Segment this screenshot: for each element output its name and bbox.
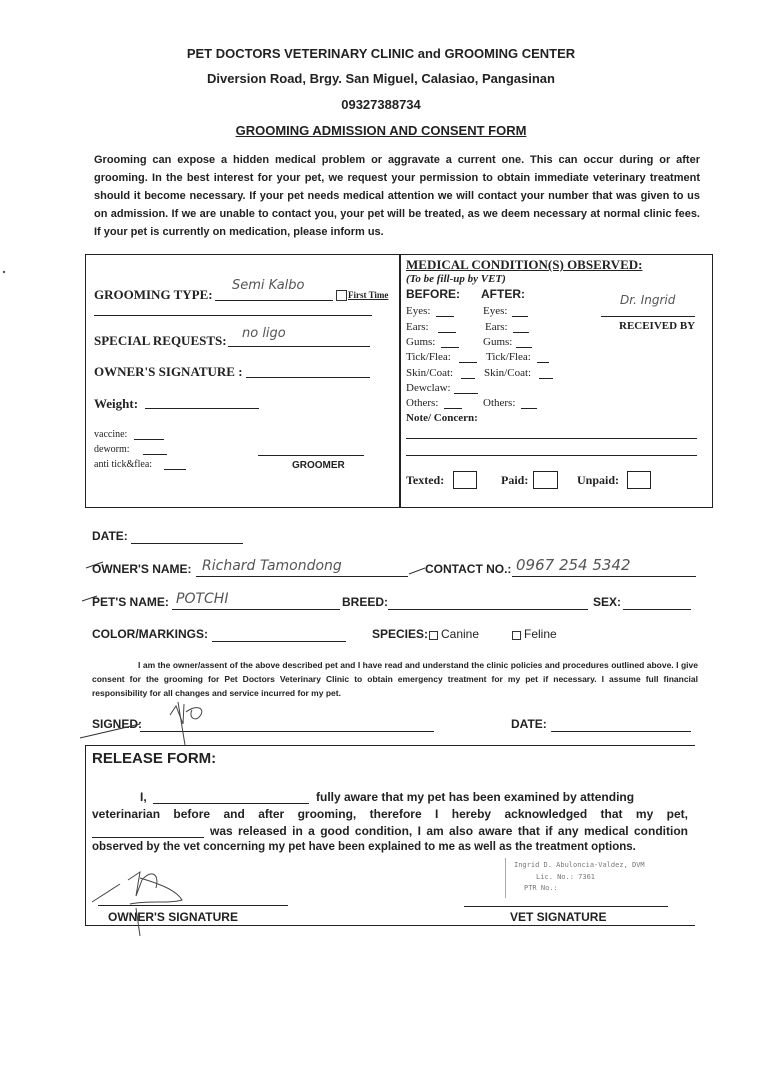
clinic-address: Diversion Road, Brgy. San Miguel, Calasiao, Pangasinan: [207, 71, 555, 86]
after-label: AFTER:: [481, 287, 525, 301]
paid-label: Paid:: [501, 473, 529, 487]
after-row: Tick/Flea:: [486, 351, 531, 363]
groomer-label: GROOMER: [292, 460, 345, 471]
after-row: Eyes:: [483, 305, 508, 317]
anti-tick-label: anti tick&flea:: [94, 459, 153, 470]
special-requests-label: SPECIAL REQUESTS:: [94, 333, 227, 348]
weight-label: Weight:: [94, 396, 139, 411]
before-row: Gums:: [406, 336, 436, 348]
first-time-label: First Time: [348, 290, 389, 300]
texted-label: Texted:: [406, 473, 445, 487]
release-line3: was released in a good condition, I am also aware that if any medical condition: [210, 824, 688, 838]
medical-title: MEDICAL CONDITION(S) OBSERVED:: [406, 257, 643, 272]
pen-mark-pet: [82, 596, 97, 601]
after-row: Ears:: [485, 321, 508, 333]
before-row: Ears:: [406, 321, 429, 333]
grooming-type-value[interactable]: Semi Kalbo: [232, 278, 305, 293]
medical-subtitle: (To be fill-up by VET): [406, 273, 506, 285]
received-by-value[interactable]: Dr. Ingrid: [620, 293, 676, 307]
owner-signature-release-label: OWNER'S SIGNATURE: [108, 910, 238, 924]
after-row: Gums:: [483, 336, 513, 348]
color-markings-label: COLOR/MARKINGS:: [92, 627, 208, 641]
intro-paragraph: Grooming can expose a hidden medical problem or aggravate a current one. This can occur during or after grooming. In the best interest for your pet, we request your permission to obtain immediate veterinary treatment should it become necessary. If your pet needs medical attention we will contact your number that was given to us on admission. If we are unable to contact you, your pet will be treated, as we deem necessary at normal clinic fees. If your pet is currently on medication, please inform us.: [94, 154, 700, 238]
release-line1: fully aware that my pet has been examined by attending: [316, 790, 635, 804]
consent-paragraph: I am the owner/assent of the above described pet and I have read and understand the clinic policies and procedures outlined above. I give consent for the grooming for Pet Doctors Veterinary Clinic to obtain emergency treatment for my pet if necessary. I assume full financial responsibility for all changes and service incurred for my pet.: [92, 660, 698, 698]
before-label: BEFORE:: [406, 287, 460, 301]
release-i: I,: [140, 790, 147, 804]
breed-label: BREED:: [342, 595, 389, 609]
release-line4: observed by the vet concerning my pet have been explained to me as well as the treatment options.: [92, 841, 636, 853]
before-row: Eyes:: [406, 305, 431, 317]
pet-name-value[interactable]: POTCHI: [176, 591, 229, 607]
contact-label: CONTACT NO.:: [425, 562, 512, 576]
clinic-phone: 09327388734: [341, 97, 421, 112]
pen-mark-owner: [86, 562, 103, 568]
before-row: Others:: [406, 397, 439, 409]
vet-signature-label: VET SIGNATURE: [510, 910, 607, 924]
owner-signature-label: OWNER'S SIGNATURE :: [94, 364, 243, 379]
canine-label: Canine: [441, 627, 480, 641]
pen-mark-contact: [409, 568, 425, 574]
form-title: GROOMING ADMISSION AND CONSENT FORM: [235, 123, 527, 138]
vet-stamp-line2: Lic. No.: 7361: [536, 873, 596, 881]
special-requests-value[interactable]: no ligo: [242, 326, 286, 341]
signed-label: SIGNED:: [92, 717, 143, 731]
release-title: RELEASE FORM:: [92, 750, 217, 767]
pet-name-label: PET'S NAME:: [92, 595, 169, 609]
vaccine-label: vaccine:: [94, 429, 128, 440]
note-label: Note/ Concern:: [406, 412, 478, 424]
owner-signature-mark: [170, 702, 202, 745]
unpaid-label: Unpaid:: [577, 473, 620, 487]
before-row: Tick/Flea:: [406, 351, 451, 363]
pen-mark-signed: [80, 724, 140, 738]
margin-dot: [3, 271, 5, 273]
release-line2: veterinarian before and after grooming, therefore I hereby acknowledged that my pet,: [92, 807, 688, 821]
vet-stamp-line1: Ingrid D. Abuloncia-Valdez, DVM: [514, 861, 645, 869]
vet-stamp-line3: PTR No.:: [524, 884, 558, 892]
species-label: SPECIES:: [372, 627, 429, 641]
grooming-type-label: GROOMING TYPE:: [94, 287, 213, 302]
before-row: Dewclaw:: [406, 382, 451, 394]
release-owner-signature-mark: [92, 872, 182, 936]
owner-name-value[interactable]: Richard Tamondong: [202, 558, 342, 574]
feline-label: Feline: [524, 627, 557, 641]
received-by-label: RECEIVED BY: [619, 320, 696, 332]
clinic-name: PET DOCTORS VETERINARY CLINIC and GROOMING CENTER: [186, 46, 576, 61]
owner-name-label: OWNER'S NAME:: [92, 562, 192, 576]
after-row: Skin/Coat:: [484, 367, 532, 379]
before-row: Skin/Coat:: [406, 367, 454, 379]
date-label: DATE:: [92, 529, 128, 543]
sex-label: SEX:: [593, 595, 622, 609]
signed-date-label: DATE:: [511, 717, 547, 731]
contact-value[interactable]: 0967 254 5342: [516, 556, 631, 574]
after-row: Others:: [483, 397, 516, 409]
deworm-label: deworm:: [94, 444, 130, 455]
